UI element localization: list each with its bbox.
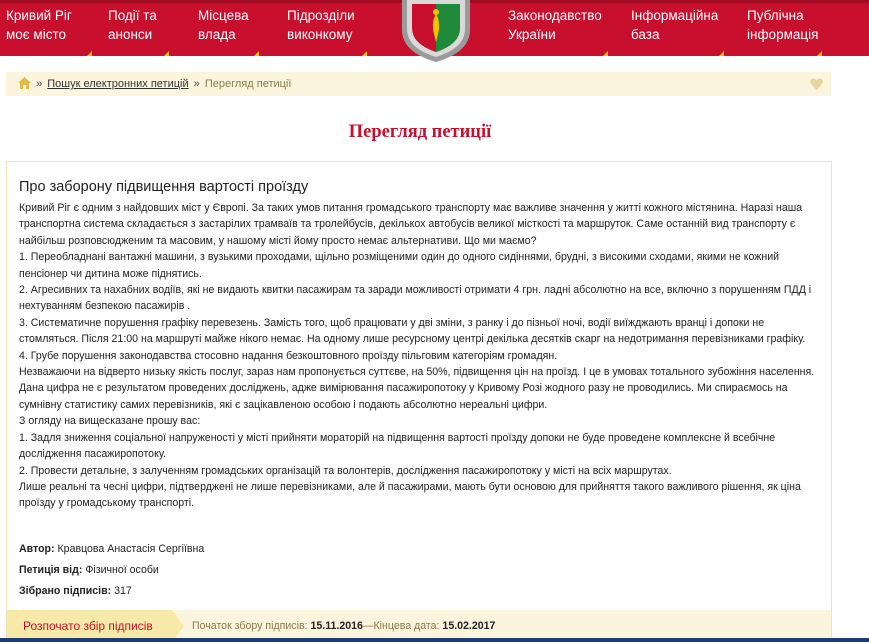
breadcrumb-separator: » — [36, 78, 43, 90]
petition-panel — [6, 161, 832, 642]
author-label: Автор: — [19, 543, 55, 555]
petition-paragraph: 2. Провести детальне, з залученням громадських організацій та волонтерів, дослідження пасажиропотоку у місті на всіх маршрутах. — [19, 464, 672, 477]
start-date: 15.11.2016 — [310, 620, 363, 632]
nav-item-events[interactable] — [108, 6, 157, 52]
petition-paragraph: 1. Переобладнані вантажні машини, з вузькими проходами, щільно розміщеними один до одного сидіннями, брудні, з високими сходами, якими не кожний пенсіонер чи дитина може піднятись. — [19, 251, 780, 280]
city-coat-of-arms-icon[interactable] — [398, 0, 474, 62]
petition-paragraph: Кривий Ріг є одним з найдовших міст у Європі. За таких умов питання громадського транспорту має важливе значення у житті кожного містянина. Наразі наша транспортна система складається з застарілих трамваїв та тролейбусів, декількох автобусів великої місткості та маршруток. Саме останній вид транспорту є найбільш розповсюдженим та масовим, у нашому місті йому просто немає альтернативи. Що ми маємо? — [19, 202, 803, 247]
nav-item-local-government[interactable] — [198, 6, 249, 52]
nav-item-label-line2: виконкому — [287, 27, 353, 42]
nav-item-kryvyi-rih[interactable] — [6, 6, 72, 52]
top-navigation — [0, 0, 869, 56]
petition-paragraph: З огляду на вищесказане прошу вас: — [19, 415, 201, 428]
nav-item-label-line2: база — [631, 27, 660, 42]
breadcrumb-link-petition-search[interactable]: Пошук електронних петицій — [47, 78, 189, 90]
nav-item-label-line2: влада — [198, 27, 236, 42]
nav-item-label-line1: Події та — [108, 8, 157, 23]
page-title: Перегляд петиції — [348, 122, 492, 142]
petition-paragraph: 4. Грубе порушення законодавства стосовно надання безкоштовного проїзду пільговим категоріям громадян. — [19, 349, 558, 362]
breadcrumb-current: Перегляд петиції — [204, 78, 292, 90]
nav-item-label-line2: моє місто — [6, 27, 66, 42]
petition-text — [19, 200, 819, 512]
signatures-count: 317 — [114, 585, 132, 597]
petition-paragraph: Незважаючи на відверто низьку якість послуг, зараз нам пропонується суттєве, на 50%, підвищення цін на проїзд. І це в умовах тотального зубожіння населення. Дана цифра не є результатом проведених досліджень, адже вимірювання пасажиропотоку у Кривому Розі жодного разу не проводились. Ми спираємось на сумнівну статистику самих перевізників, які є зацікавленою особою і подають абсолютно нереальні цифри. — [19, 366, 815, 411]
nav-item-label-line1: Інформаційна — [631, 8, 719, 23]
bottom-bar — [0, 638, 869, 642]
end-label: Кінцева дата: — [373, 620, 440, 632]
petition-paragraph: 2. Агресивних та нахабних водіїв, які не видають квитки пасажирам та заради можливості отримати 4 грн. ладні абсолютно на все, включно з порушенням ПДД і нехтуванням безпекою пасажирів . — [19, 284, 812, 313]
nav-item-label-line2: України — [508, 27, 556, 42]
nav-item-label-line1: Кривий Ріг — [6, 8, 72, 23]
start-label: Початок збору підписів: — [192, 620, 308, 632]
author-value: Кравцова Анастасія Сергіївна — [57, 543, 205, 555]
heart-icon[interactable] — [810, 78, 823, 90]
petition-from — [19, 564, 159, 576]
nav-item-label-line1: Місцева — [198, 8, 249, 23]
nav-item-legislation[interactable] — [508, 6, 602, 52]
petition-paragraph: 3. Систематичне порушення графіку перевезень. Замість того, щоб працювати у дві зміни, з ранку і до пізньої ночі, водії виїжджають вранці і допоки не стомляться. Після 21:00 на маршруті майже нікого немає. На одному лише ресурсному центрі декілька десятків скарг на недотримання перевізниками графіку. — [19, 316, 806, 346]
nav-item-public-information[interactable] — [747, 6, 818, 52]
nav-item-label-line1: Законодавство — [508, 8, 602, 23]
nav-item-information-base[interactable] — [631, 6, 718, 52]
date-dash: — — [362, 620, 374, 632]
home-icon[interactable] — [18, 77, 31, 89]
nav-item-label-line2: інформація — [747, 27, 819, 42]
end-date: 15.02.2017 — [442, 620, 496, 632]
status-text: Розпочато збір підписів — [23, 619, 153, 633]
petitioner-label: Петиція від: — [19, 564, 83, 576]
nav-item-label-line1: Публічна — [747, 8, 804, 23]
signatures-label: Зібрано підписів: — [19, 585, 112, 597]
nav-item-label-line1: Підрозділи — [287, 8, 355, 23]
nav-item-label-line2: анонси — [108, 27, 153, 42]
breadcrumb — [6, 72, 831, 96]
petition-paragraph: Лише реальні та чесні цифри, підтверджені не лише перевізниками, але й пасажирами, мають бути основою для прийняття такого важливого рішення, як ціна проїзду у громадському транспорті. — [19, 480, 801, 510]
nav-item-departments[interactable] — [287, 6, 355, 52]
petitioner-value: Фізичної особи — [85, 564, 159, 576]
breadcrumb-separator: » — [193, 78, 200, 90]
petition-author — [19, 543, 204, 555]
petition-signatures — [19, 585, 132, 597]
petition-paragraph: 1. Задля зниження соціальної напруженості у місті прийняти мораторій на підвищення вартості проїзду допоки не буде проведене комплексне й всебічне дослідження пасажиропотоку. — [19, 431, 776, 461]
petition-heading: Про заборону підвищення вартості проїзду — [19, 179, 309, 195]
